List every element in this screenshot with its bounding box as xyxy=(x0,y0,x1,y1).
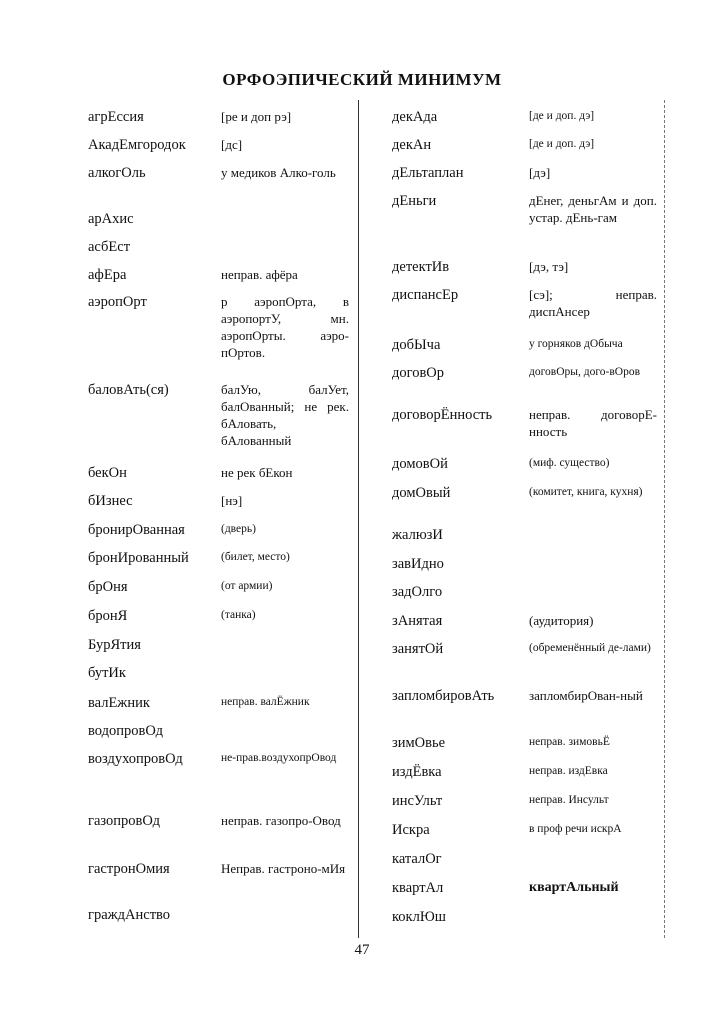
entry-word: коклЮш xyxy=(392,909,446,925)
entry-word: каталОг xyxy=(392,851,442,867)
entry-note: договОры, дого-вОров xyxy=(529,366,641,378)
entry-note: не-прав.воздухопрОвод xyxy=(221,752,337,764)
entry-word: агрЕссия xyxy=(88,109,144,125)
entry-note: дЕнег, деньгАм и доп. устар. дЕнь-гам xyxy=(529,193,657,225)
entry-word: бИзнес xyxy=(88,493,133,509)
entry-note: [дс] xyxy=(221,137,243,152)
entry-word: дЕньги xyxy=(392,193,437,209)
entry-word: дЕльтаплан xyxy=(392,165,464,181)
entry-word: добЫча xyxy=(392,337,441,353)
entry-word: договОр xyxy=(392,365,445,381)
entry-word: декАн xyxy=(392,137,432,153)
entry-note: (аудитория) xyxy=(529,613,594,628)
entry-word: аэропОрт xyxy=(88,294,147,310)
entry-word: газопровОд xyxy=(88,813,161,829)
entry-note: у медиков Алко-голь xyxy=(221,165,336,180)
entry-word: арАхис xyxy=(88,211,134,227)
entry-word: домОвый xyxy=(392,485,451,501)
entry-note: неправ. договорЕ-нность xyxy=(529,407,657,439)
entry-word: афЕра xyxy=(88,267,127,283)
entry-note: неправ. афёра xyxy=(221,267,298,282)
entry-word: зимОвье xyxy=(392,735,446,751)
entry-note: квартАльный xyxy=(529,880,619,895)
entry-word: договорЁнность xyxy=(392,407,493,423)
entry-note: [сэ]; неправ. диспАнсер xyxy=(529,287,657,319)
entry-word: гастронОмия xyxy=(88,861,170,877)
entry-word: баловАть(ся) xyxy=(88,382,169,398)
entry-note: (от армии) xyxy=(221,580,273,592)
entry-note: (дверь) xyxy=(221,523,256,535)
entry-note: [де и доп. дэ] xyxy=(529,138,595,150)
entry-note: [дэ] xyxy=(529,165,551,180)
entry-note: [дэ, тэ] xyxy=(529,259,569,274)
entry-word: асбЕст xyxy=(88,239,131,255)
entry-word: жалюзИ xyxy=(392,527,443,543)
entry-word: квартАл xyxy=(392,880,444,896)
entry-note: (билет, место) xyxy=(221,551,290,563)
entry-word: граждАнство xyxy=(88,907,171,923)
entry-note: у горняков дОбыча xyxy=(529,338,623,350)
entry-word: бекОн xyxy=(88,465,127,481)
entry-note: [ре и доп рэ] xyxy=(221,109,292,124)
entry-word: алкогОль xyxy=(88,165,146,181)
entry-note: (обременённый де-лами) xyxy=(529,642,651,654)
entry-note: неправ. Инсульт xyxy=(529,794,609,806)
entry-word: брОня xyxy=(88,579,128,595)
entry-word: декАда xyxy=(392,109,438,125)
entry-word: АкадЕмгородок xyxy=(88,137,186,153)
entry-word: завИдно xyxy=(392,556,444,572)
entry-note: неправ. зимовьЁ xyxy=(529,736,610,748)
entry-word: бронИрованный xyxy=(88,550,189,566)
entry-word: водопровОд xyxy=(88,723,163,739)
entry-note: [нэ] xyxy=(221,493,243,508)
page-number: 47 xyxy=(354,942,370,958)
entry-word: диспансЕр xyxy=(392,287,459,303)
entry-word: воздухопровОд xyxy=(88,751,183,767)
entry-word: бронирОванная xyxy=(88,522,185,538)
entry-note: Неправ. гастроно-мИя xyxy=(221,861,346,876)
entry-note: р аэропОрта, в аэропортУ, мн. аэропОрты. аэро-пОртов. xyxy=(221,294,349,360)
entry-word: бутИк xyxy=(88,665,126,681)
entry-word: детектИв xyxy=(392,259,450,275)
entry-word: инсУльт xyxy=(392,793,443,809)
entry-word: задОлго xyxy=(392,584,443,600)
entry-note: балУю, балУет, балОванный; не рек. бАловать, бАлованный xyxy=(221,382,349,448)
entry-note: в проф речи искрА xyxy=(529,823,622,835)
entry-note: запломбирОван-ный xyxy=(529,688,643,703)
column-divider xyxy=(358,100,359,938)
entry-word: издЁвка xyxy=(392,764,442,780)
entry-word: занятОй xyxy=(392,641,444,657)
entry-note: неправ. газопро-Овод xyxy=(221,813,341,828)
entry-word: бронЯ xyxy=(88,608,128,624)
entry-word: домовОй xyxy=(392,456,448,472)
entry-note: не рек бЕкон xyxy=(221,465,293,480)
entry-word: запломбировАть xyxy=(392,688,495,704)
entry-note: (танка) xyxy=(221,609,256,621)
entry-word: валЕжник xyxy=(88,695,150,711)
right-margin-line xyxy=(664,100,666,938)
entry-word: Искра xyxy=(392,822,430,838)
entry-word: БурЯтия xyxy=(88,637,141,653)
entry-note: неправ. валЁжник xyxy=(221,696,310,708)
page-title: ОРФОЭПИЧЕСКИЙ МИНИМУМ xyxy=(222,70,502,89)
entry-word: зАнятая xyxy=(392,613,443,629)
entry-note: (комитет, книга, кухня) xyxy=(529,486,643,498)
entry-note: (миф. существо) xyxy=(529,457,610,469)
entry-note: неправ. издЕвка xyxy=(529,765,608,777)
entry-note: [де и доп. дэ] xyxy=(529,110,595,122)
